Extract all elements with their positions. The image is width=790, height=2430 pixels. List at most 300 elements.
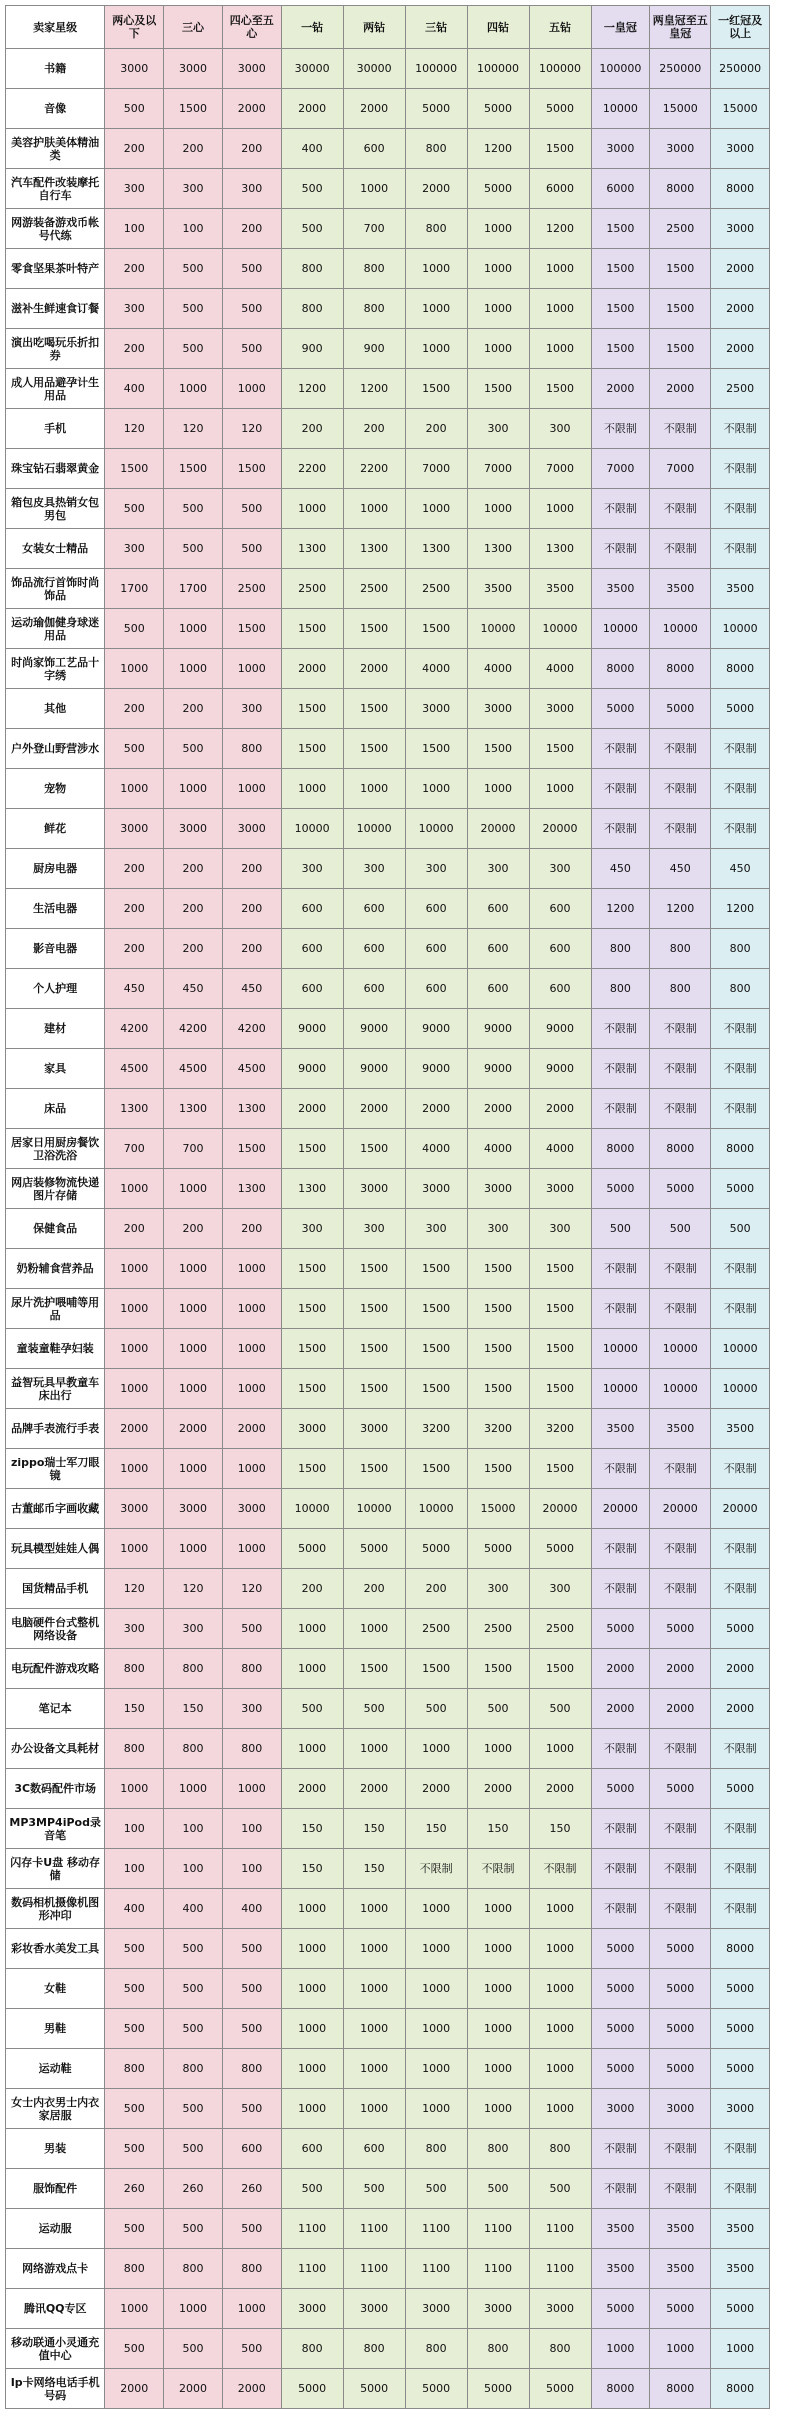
limit-value-cell: 1000	[105, 1329, 164, 1369]
limit-value-cell: 1000	[405, 2089, 467, 2129]
limit-value-cell: 1300	[529, 529, 591, 569]
limit-value-cell: 200	[105, 929, 164, 969]
limit-value-cell: 1000	[105, 1169, 164, 1209]
limit-value-cell: 600	[467, 889, 529, 929]
limit-value-cell: 3000	[529, 689, 591, 729]
limit-value-cell: 1500	[591, 249, 650, 289]
limit-value-cell: 10000	[711, 1329, 770, 1369]
limit-value-cell: 100	[105, 209, 164, 249]
limit-value-cell: 4000	[467, 649, 529, 689]
limit-value-cell: 200	[343, 409, 405, 449]
limit-value-cell: 10000	[343, 1489, 405, 1529]
limit-value-cell: 100	[105, 1809, 164, 1849]
limit-value-cell: 7000	[405, 449, 467, 489]
limit-value-cell: 1500	[529, 729, 591, 769]
limit-value-cell: 1500	[529, 129, 591, 169]
limit-value-cell: 500	[164, 289, 223, 329]
limit-value-cell: 1000	[105, 1289, 164, 1329]
limit-value-cell: 500	[467, 2169, 529, 2209]
limit-value-cell: 800	[222, 1649, 281, 1689]
table-row	[6, 1049, 770, 1089]
limit-value-cell: 1000	[467, 249, 529, 289]
category-cell: 尿片洗护喂哺等用品	[6, 1289, 105, 1329]
limit-value-cell: 2000	[281, 649, 343, 689]
limit-value-cell: 200	[105, 329, 164, 369]
limit-value-cell: 1500	[405, 369, 467, 409]
table-row	[6, 2049, 770, 2089]
limit-value-cell: 5000	[343, 1529, 405, 1569]
table-row	[6, 929, 770, 969]
limit-value-cell: 120	[164, 1569, 223, 1609]
category-cell: 数码相机摄像机图形冲印	[6, 1889, 105, 1929]
category-cell: 居家日用厨房餐饮卫浴洗浴	[6, 1129, 105, 1169]
limit-value-cell: 3000	[222, 49, 281, 89]
limit-value-cell: 1000	[105, 1249, 164, 1289]
limit-value-cell: 1000	[281, 2009, 343, 2049]
limit-value-cell: 100	[164, 1809, 223, 1849]
limit-value-cell: 200	[222, 129, 281, 169]
limit-value-cell: 2000	[343, 1089, 405, 1129]
limit-value-cell: 600	[343, 969, 405, 1009]
limit-value-cell: 2000	[467, 1089, 529, 1129]
limit-value-cell: 600	[281, 969, 343, 1009]
limit-value-cell: 4200	[164, 1009, 223, 1049]
limit-value-cell: 1500	[467, 1329, 529, 1369]
limit-value-cell: 3000	[405, 689, 467, 729]
limit-value-cell: 600	[405, 969, 467, 1009]
table-row	[6, 1449, 770, 1489]
limit-value-cell: 5000	[281, 2369, 343, 2409]
limit-value-cell: 不限制	[711, 769, 770, 809]
limit-value-cell: 600	[343, 129, 405, 169]
limit-value-cell: 3200	[467, 1409, 529, 1449]
table-row	[6, 1089, 770, 1129]
table-row	[6, 649, 770, 689]
limit-value-cell: 2000	[343, 1769, 405, 1809]
category-cell: 零食坚果茶叶特产	[6, 249, 105, 289]
limit-value-cell: 2000	[164, 2369, 223, 2409]
limit-value-cell: 400	[222, 1889, 281, 1929]
limit-value-cell: 不限制	[650, 489, 711, 529]
limit-value-cell: 200	[164, 1209, 223, 1249]
limit-value-cell: 2500	[467, 1609, 529, 1649]
category-cell: 3C数码配件市场	[6, 1769, 105, 1809]
limit-value-cell: 500	[222, 249, 281, 289]
table-row	[6, 2289, 770, 2329]
limit-value-cell: 不限制	[711, 1529, 770, 1569]
limit-value-cell: 1000	[343, 2089, 405, 2129]
table-row	[6, 689, 770, 729]
limit-value-cell: 不限制	[405, 1849, 467, 1889]
limit-value-cell: 不限制	[711, 1049, 770, 1089]
limit-value-cell: 4200	[105, 1009, 164, 1049]
limit-value-cell: 不限制	[711, 1729, 770, 1769]
limit-value-cell: 800	[222, 1729, 281, 1769]
limit-value-cell: 1000	[105, 1529, 164, 1569]
limit-value-cell: 300	[529, 1569, 591, 1609]
limit-value-cell: 2500	[222, 569, 281, 609]
limit-value-cell: 1200	[711, 889, 770, 929]
limit-value-cell: 1000	[164, 1329, 223, 1369]
table-row	[6, 409, 770, 449]
limit-value-cell: 1500	[650, 289, 711, 329]
limit-value-cell: 1000	[467, 769, 529, 809]
limit-value-cell: 1000	[281, 769, 343, 809]
limit-value-cell: 500	[222, 329, 281, 369]
table-row	[6, 2089, 770, 2129]
limit-value-cell: 5000	[650, 1929, 711, 1969]
limit-value-cell: 3500	[650, 2249, 711, 2289]
limit-value-cell: 8000	[711, 1929, 770, 1969]
limit-value-cell: 1300	[467, 529, 529, 569]
category-cell: 箱包皮具热销女包男包	[6, 489, 105, 529]
limit-value-cell: 3000	[164, 49, 223, 89]
limit-value-cell: 200	[222, 929, 281, 969]
limit-value-cell: 500	[105, 2129, 164, 2169]
limit-value-cell: 不限制	[711, 1449, 770, 1489]
limit-value-cell: 1000	[164, 1169, 223, 1209]
limit-value-cell: 800	[281, 289, 343, 329]
limit-value-cell: 1100	[281, 2209, 343, 2249]
category-cell: zippo瑞士军刀眼镜	[6, 1449, 105, 1489]
limit-value-cell: 200	[164, 849, 223, 889]
limit-value-cell: 1300	[405, 529, 467, 569]
table-row	[6, 1689, 770, 1729]
table-row	[6, 249, 770, 289]
limit-value-cell: 500	[105, 2329, 164, 2369]
limit-value-cell: 1500	[529, 1329, 591, 1369]
limit-value-cell: 不限制	[591, 409, 650, 449]
limit-value-cell: 1000	[222, 1329, 281, 1369]
table-row	[6, 889, 770, 929]
limit-value-cell: 600	[405, 889, 467, 929]
limit-value-cell: 10000	[711, 1369, 770, 1409]
limit-value-cell: 3500	[650, 2209, 711, 2249]
limit-value-cell: 1000	[405, 769, 467, 809]
limit-value-cell: 1300	[281, 529, 343, 569]
limit-value-cell: 不限制	[711, 529, 770, 569]
limit-value-cell: 8000	[591, 1129, 650, 1169]
limit-value-cell: 1000	[467, 489, 529, 529]
limit-value-cell: 不限制	[591, 1849, 650, 1889]
limit-value-cell: 1000	[222, 369, 281, 409]
category-cell: 演出吃喝玩乐折扣券	[6, 329, 105, 369]
limit-value-cell: 1000	[105, 769, 164, 809]
limit-value-cell: 800	[164, 2049, 223, 2089]
limit-value-cell: 1000	[105, 649, 164, 689]
limit-value-cell: 2500	[711, 369, 770, 409]
limit-value-cell: 5000	[591, 689, 650, 729]
limit-value-cell: 1000	[222, 1529, 281, 1569]
table-row	[6, 449, 770, 489]
limit-value-cell: 500	[405, 1689, 467, 1729]
category-cell: 移动联通小灵通充值中心	[6, 2329, 105, 2369]
limit-value-cell: 1000	[222, 649, 281, 689]
limit-value-cell: 800	[281, 2329, 343, 2369]
limit-value-cell: 1000	[164, 609, 223, 649]
limit-value-cell: 200	[105, 249, 164, 289]
table-row	[6, 1289, 770, 1329]
limit-value-cell: 2200	[281, 449, 343, 489]
limit-value-cell: 1000	[222, 1769, 281, 1809]
limit-value-cell: 1100	[405, 2209, 467, 2249]
limit-value-cell: 500	[164, 329, 223, 369]
limit-value-cell: 5000	[711, 2009, 770, 2049]
limit-value-cell: 2000	[711, 1689, 770, 1729]
limit-value-cell: 1500	[405, 1289, 467, 1329]
limit-value-cell: 不限制	[711, 409, 770, 449]
limit-value-cell: 1500	[591, 329, 650, 369]
header-level-cell: 两皇冠至五皇冠	[650, 6, 711, 49]
limit-value-cell: 500	[105, 729, 164, 769]
limit-value-cell: 120	[105, 409, 164, 449]
limit-value-cell: 4000	[405, 649, 467, 689]
category-cell: 建材	[6, 1009, 105, 1049]
limit-value-cell: 800	[591, 929, 650, 969]
limit-value-cell: 1500	[222, 609, 281, 649]
limit-value-cell: 1000	[164, 1449, 223, 1489]
limit-value-cell: 100	[105, 1849, 164, 1889]
limit-value-cell: 不限制	[591, 1809, 650, 1849]
limit-value-cell: 5000	[650, 2009, 711, 2049]
limit-value-cell: 3000	[343, 2289, 405, 2329]
table-row	[6, 2249, 770, 2289]
limit-value-cell: 1000	[105, 2289, 164, 2329]
limit-value-cell: 450	[591, 849, 650, 889]
table-row	[6, 1609, 770, 1649]
limit-value-cell: 不限制	[591, 1729, 650, 1769]
limit-value-cell: 9000	[281, 1009, 343, 1049]
category-cell: 网店装修物流快递图片存储	[6, 1169, 105, 1209]
limit-value-cell: 800	[164, 1649, 223, 1689]
table-row	[6, 369, 770, 409]
limit-value-cell: 1500	[405, 1329, 467, 1369]
limit-value-cell: 1000	[711, 2329, 770, 2369]
limit-value-cell: 1000	[467, 209, 529, 249]
limit-value-cell: 不限制	[650, 1009, 711, 1049]
limit-value-cell: 30000	[343, 49, 405, 89]
limit-value-cell: 260	[105, 2169, 164, 2209]
limit-value-cell: 500	[105, 489, 164, 529]
limit-value-cell: 20000	[467, 809, 529, 849]
limit-value-cell: 1500	[281, 1329, 343, 1369]
limit-value-cell: 5000	[711, 1969, 770, 2009]
limit-value-cell: 4000	[529, 1129, 591, 1169]
limit-value-cell: 800	[105, 2049, 164, 2089]
limit-value-cell: 1500	[281, 729, 343, 769]
limit-value-cell: 400	[164, 1889, 223, 1929]
limit-value-cell: 100	[164, 1849, 223, 1889]
limit-value-cell: 5000	[529, 89, 591, 129]
limit-value-cell: 不限制	[650, 1849, 711, 1889]
limit-value-cell: 1100	[343, 2209, 405, 2249]
limit-value-cell: 300	[105, 169, 164, 209]
limit-value-cell: 3500	[591, 1409, 650, 1449]
limit-value-cell: 450	[650, 849, 711, 889]
table-row	[6, 49, 770, 89]
limit-value-cell: 600	[343, 2129, 405, 2169]
limit-value-cell: 1500	[281, 1369, 343, 1409]
table-row	[6, 1209, 770, 1249]
category-cell: 运动瑜伽健身球迷用品	[6, 609, 105, 649]
limit-value-cell: 15000	[467, 1489, 529, 1529]
table-row	[6, 609, 770, 649]
limit-value-cell: 4500	[105, 1049, 164, 1089]
limit-value-cell: 1500	[405, 1369, 467, 1409]
limit-value-cell: 5000	[343, 2369, 405, 2409]
category-cell: 滋补生鲜速食订餐	[6, 289, 105, 329]
limit-value-cell: 不限制	[650, 1289, 711, 1329]
limit-value-cell: 2000	[281, 1089, 343, 1129]
category-cell: 手机	[6, 409, 105, 449]
limit-value-cell: 1500	[281, 1289, 343, 1329]
limit-value-cell: 300	[281, 849, 343, 889]
limit-value-cell: 100	[164, 209, 223, 249]
limit-value-cell: 2000	[164, 1409, 223, 1449]
limit-value-cell: 1100	[281, 2249, 343, 2289]
limit-value-cell: 250000	[711, 49, 770, 89]
limit-value-cell: 不限制	[650, 809, 711, 849]
limit-value-cell: 2500	[405, 569, 467, 609]
limit-value-cell: 2000	[529, 1769, 591, 1809]
category-cell: 运动鞋	[6, 2049, 105, 2089]
limit-value-cell: 500	[222, 2329, 281, 2369]
limit-value-cell: 500	[105, 1929, 164, 1969]
header-category-cell: 卖家星级	[6, 6, 105, 49]
limit-value-cell: 1000	[650, 2329, 711, 2369]
limit-value-cell: 8000	[711, 1129, 770, 1169]
limit-value-cell: 1000	[529, 2049, 591, 2089]
limit-value-cell: 不限制	[711, 2169, 770, 2209]
limit-value-cell: 1300	[222, 1089, 281, 1129]
table-row	[6, 2129, 770, 2169]
limit-value-cell: 9000	[343, 1009, 405, 1049]
table-row	[6, 569, 770, 609]
category-cell: 饰品流行首饰时尚饰品	[6, 569, 105, 609]
limit-value-cell: 3000	[529, 1169, 591, 1209]
limit-value-cell: 1500	[467, 1249, 529, 1289]
limit-value-cell: 1000	[281, 2049, 343, 2089]
limit-value-cell: 不限制	[591, 1889, 650, 1929]
limit-value-cell: 150	[405, 1809, 467, 1849]
header-level-cell: 两钻	[343, 6, 405, 49]
table-row	[6, 809, 770, 849]
table-row	[6, 169, 770, 209]
table-row	[6, 89, 770, 129]
limit-value-cell: 500	[529, 2169, 591, 2209]
limit-value-cell: 3500	[591, 2249, 650, 2289]
limit-value-cell: 1100	[405, 2249, 467, 2289]
limit-value-cell: 1000	[281, 1889, 343, 1929]
limit-value-cell: 800	[164, 2249, 223, 2289]
limit-value-cell: 800	[529, 2329, 591, 2369]
limit-value-cell: 1500	[650, 249, 711, 289]
limit-value-cell: 500	[164, 2209, 223, 2249]
limit-value-cell: 3000	[467, 689, 529, 729]
limit-value-cell: 260	[164, 2169, 223, 2209]
category-cell: 品牌手表流行手表	[6, 1409, 105, 1449]
limit-value-cell: 200	[222, 849, 281, 889]
limit-value-cell: 500	[164, 2329, 223, 2369]
category-cell: 影音电器	[6, 929, 105, 969]
limit-value-cell: 不限制	[711, 1889, 770, 1929]
limit-value-cell: 不限制	[591, 1569, 650, 1609]
limit-value-cell: 1500	[529, 1289, 591, 1329]
limit-value-cell: 100	[222, 1809, 281, 1849]
header-row	[6, 6, 770, 49]
limit-value-cell: 200	[105, 1209, 164, 1249]
limit-value-cell: 800	[281, 249, 343, 289]
limit-value-cell: 1100	[343, 2249, 405, 2289]
limit-value-cell: 1300	[222, 1169, 281, 1209]
limit-value-cell: 1000	[467, 1969, 529, 2009]
limit-value-cell: 1500	[405, 1249, 467, 1289]
limit-value-cell: 1000	[222, 1449, 281, 1489]
limit-value-cell: 1500	[343, 689, 405, 729]
limit-value-cell: 1000	[343, 769, 405, 809]
limit-value-cell: 不限制	[591, 2169, 650, 2209]
limit-value-cell: 8000	[711, 649, 770, 689]
limit-value-cell: 10000	[405, 809, 467, 849]
limit-value-cell: 10000	[281, 809, 343, 849]
limit-value-cell: 不限制	[591, 1449, 650, 1489]
limit-value-cell: 2000	[105, 2369, 164, 2409]
category-cell: 珠宝钻石翡翠黄金	[6, 449, 105, 489]
limit-value-cell: 800	[105, 2249, 164, 2289]
limit-value-cell: 1000	[343, 2009, 405, 2049]
table-row	[6, 1769, 770, 1809]
category-cell: MP3MP4iPod录音笔	[6, 1809, 105, 1849]
limit-value-cell: 800	[529, 2129, 591, 2169]
limit-value-cell: 300	[105, 529, 164, 569]
category-cell: 美容护肤美体精油类	[6, 129, 105, 169]
category-cell: 益智玩具早教童车床出行	[6, 1369, 105, 1409]
limit-value-cell: 600	[343, 889, 405, 929]
limit-value-cell: 800	[467, 2129, 529, 2169]
table-row	[6, 1729, 770, 1769]
limit-value-cell: 1500	[405, 1449, 467, 1489]
limit-value-cell: 不限制	[650, 1889, 711, 1929]
category-cell: 汽车配件改装摩托自行车	[6, 169, 105, 209]
limit-value-cell: 1200	[529, 209, 591, 249]
category-cell: 玩具模型娃娃人偶	[6, 1529, 105, 1569]
limit-value-cell: 1000	[529, 2089, 591, 2129]
limit-value-cell: 1500	[222, 1129, 281, 1169]
limit-value-cell: 500	[711, 1209, 770, 1249]
limit-value-cell: 1500	[281, 689, 343, 729]
limit-value-cell: 7000	[467, 449, 529, 489]
limit-value-cell: 500	[105, 2089, 164, 2129]
limit-value-cell: 300	[164, 1609, 223, 1649]
category-cell: 保健食品	[6, 1209, 105, 1249]
limit-value-cell: 1000	[529, 1889, 591, 1929]
category-cell: 户外登山野营涉水	[6, 729, 105, 769]
limit-value-cell: 不限制	[711, 2129, 770, 2169]
category-cell: 办公设备文具耗材	[6, 1729, 105, 1769]
limit-value-cell: 5000	[591, 2009, 650, 2049]
limit-value-cell: 7000	[591, 449, 650, 489]
limit-value-cell: 不限制	[650, 1729, 711, 1769]
limit-value-cell: 100000	[405, 49, 467, 89]
limit-value-cell: 不限制	[591, 489, 650, 529]
limit-value-cell: 1000	[405, 1929, 467, 1969]
limit-value-cell: 1000	[467, 1929, 529, 1969]
limit-value-cell: 5000	[711, 1169, 770, 1209]
limit-value-cell: 不限制	[711, 1849, 770, 1889]
limit-value-cell: 不限制	[650, 2169, 711, 2209]
header-level-cell: 两心及以下	[105, 6, 164, 49]
limit-value-cell: 不限制	[591, 1529, 650, 1569]
